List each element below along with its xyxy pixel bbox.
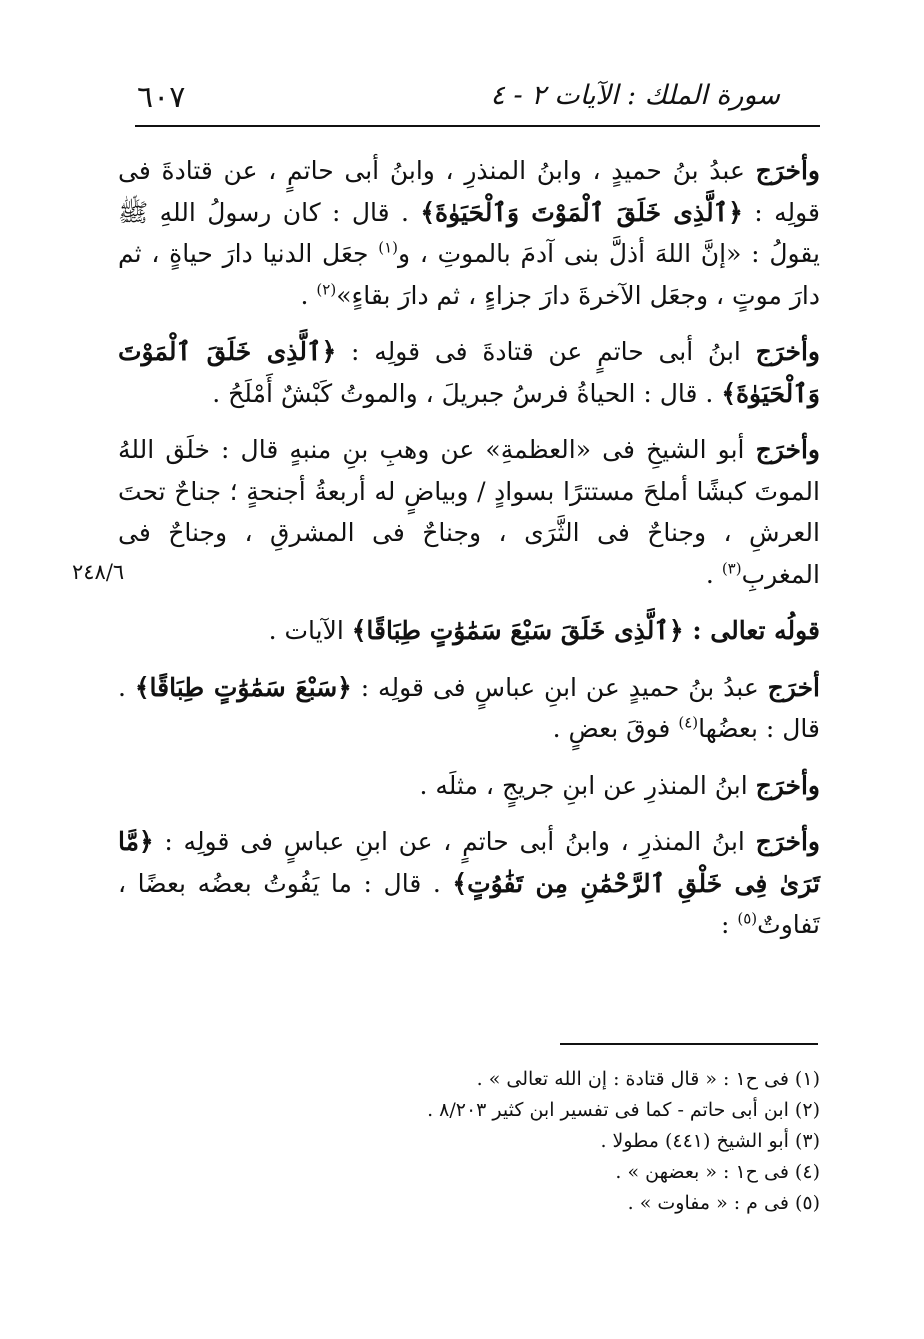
paragraph-text: جعَل الدنيا دارَ حياةٍ ، ثم دارَ موتٍ ، وجعَل الآخرةَ دارَ جزاءٍ ، ثم دارَ بقاءٍ» — [118, 239, 820, 310]
paragraph-text: . قال : الحياةُ فرسُ جبريلَ ، والموتُ كَبْشٌ أَمْلَحُ . — [212, 378, 722, 408]
paragraph-text: . قال : كان رسولُ اللهِ ﷺ يقولُ : «إنَّ اللهَ أذلَّ بنى آدمَ بالموتِ ، و — [118, 197, 820, 268]
footnote-ref: (١) — [378, 238, 399, 257]
paragraph-text: عبدُ بنُ حميدٍ ، وابنُ المنذرِ ، وابنُ أبى حاتمٍ ، عن قتادةَ فى قولِه : — [118, 156, 821, 227]
quran-verse: ﴿سَبْعَ سَمَٰوَٰتٍ طِبَاقًا﴾ — [134, 672, 352, 702]
margin-reference: ٢٤٨/٦ — [72, 560, 125, 584]
footnote-ref: (٥) — [737, 909, 758, 928]
paragraph-lead: وأخرَج — [755, 156, 820, 185]
paragraph-text: ابنُ أبى حاتمٍ عن قتادةَ فى قولِه : — [336, 337, 756, 366]
paragraph-5 — [118, 667, 820, 750]
footnote-1: (١) فى ح١ : « قال قتادة : إن الله تعالى » . — [476, 1068, 820, 1090]
footnote-4: (٤) فى ح١ : « بعضهن » . — [615, 1161, 820, 1183]
paragraph-4 — [118, 610, 820, 652]
paragraph-7 — [118, 821, 820, 946]
footnote-ref: (٣) — [721, 559, 742, 578]
paragraph-3 — [118, 429, 820, 595]
paragraph-text: ابنُ المنذرِ عن ابنِ جريجٍ ، مثلَه . — [419, 770, 756, 800]
page-header — [135, 74, 820, 120]
verse-heading: قولُه تعالى : — [692, 616, 820, 645]
quran-verse: ﴿ٱلَّذِى خَلَقَ ٱلْمَوْتَ وَٱلْحَيَوٰةَ﴾ — [420, 197, 743, 227]
main-text — [118, 150, 820, 946]
page-number: ٦٠٧ — [137, 80, 186, 115]
paragraph-text: . قال : ما يَفُوتُ بعضُه بعضًا ، تَفاوتٌ — [118, 868, 820, 939]
quran-verse: ﴿ٱلَّذِى خَلَقَ سَبْعَ سَمَٰوَٰتٍ طِبَاقًا﴾ — [351, 616, 693, 645]
paragraph-lead: وأخرَج — [755, 337, 820, 366]
quran-verse: ﴿ٱلَّذِى خَلَقَ ٱلْمَوْتَ وَٱلْحَيَوٰةَ﴾ — [118, 337, 820, 408]
paragraph-text: : — [721, 910, 738, 939]
paragraph-1 — [118, 150, 820, 316]
footnote-ref: (٢) — [316, 280, 337, 299]
paragraph-text: . قال : بعضُها — [118, 672, 820, 743]
footnote-2: (٢) ابن أبى حاتم - كما فى تفسير ابن كثير ٨/٢٠٣ . — [427, 1099, 820, 1121]
footnote-3: (٣) أبو الشيخ (٤٤١) مطولا . — [600, 1130, 820, 1152]
running-title: سورة الملك : الآيات ٢ - ٤ — [490, 80, 780, 111]
footnote-5: (٥) فى م : « مفاوت » . — [627, 1192, 820, 1214]
header-rule — [135, 125, 820, 127]
footnotes — [300, 1064, 820, 1219]
paragraph-lead: وأخرَج — [755, 435, 820, 464]
paragraph-text: عبدُ بنُ حميدٍ عن ابنِ عباسٍ فى قولِه : — [351, 672, 768, 702]
quran-verse: ﴿مَّا تَرَىٰ فِى خَلْقِ ٱلرَّحْمَٰنِ مِن تَفَٰوُتٍ﴾ — [118, 827, 820, 898]
footnote-rule — [560, 1043, 818, 1045]
paragraph-lead: وأخرَج — [755, 770, 820, 800]
paragraph-text: ابنُ المنذرِ ، وابنُ أبى حاتمٍ ، عن ابنِ عباسٍ فى قولِه : — [153, 827, 756, 856]
paragraph-2 — [118, 331, 820, 414]
paragraph-text: أبو الشيخِ فى «العظمةِ» عن وهبِ بنِ منبهٍ قال : خلَق اللهُ الموتَ كبشًا أملحَ مستترًا بسوادٍ / وبياضٍ له أربعةُ أجنحةٍ ؛ جناحٌ تحتَ العرشِ ، وجناحٌ فى الثَّرَى ، وجناحٌ فى المشرقِ ، وجناحٌ فى المغربِ — [118, 435, 820, 589]
paragraph-text: الآيات . — [268, 616, 352, 645]
paragraph-6 — [118, 765, 820, 807]
paragraph-text: فوقَ بعضٍ . — [552, 714, 679, 743]
paragraph-lead: أخرَج — [767, 672, 820, 702]
paragraph-text: . — [705, 559, 722, 589]
paragraph-text: . — [300, 280, 317, 310]
paragraph-lead: وأخرَج — [755, 827, 820, 856]
footnote-ref: (٤) — [678, 713, 699, 732]
